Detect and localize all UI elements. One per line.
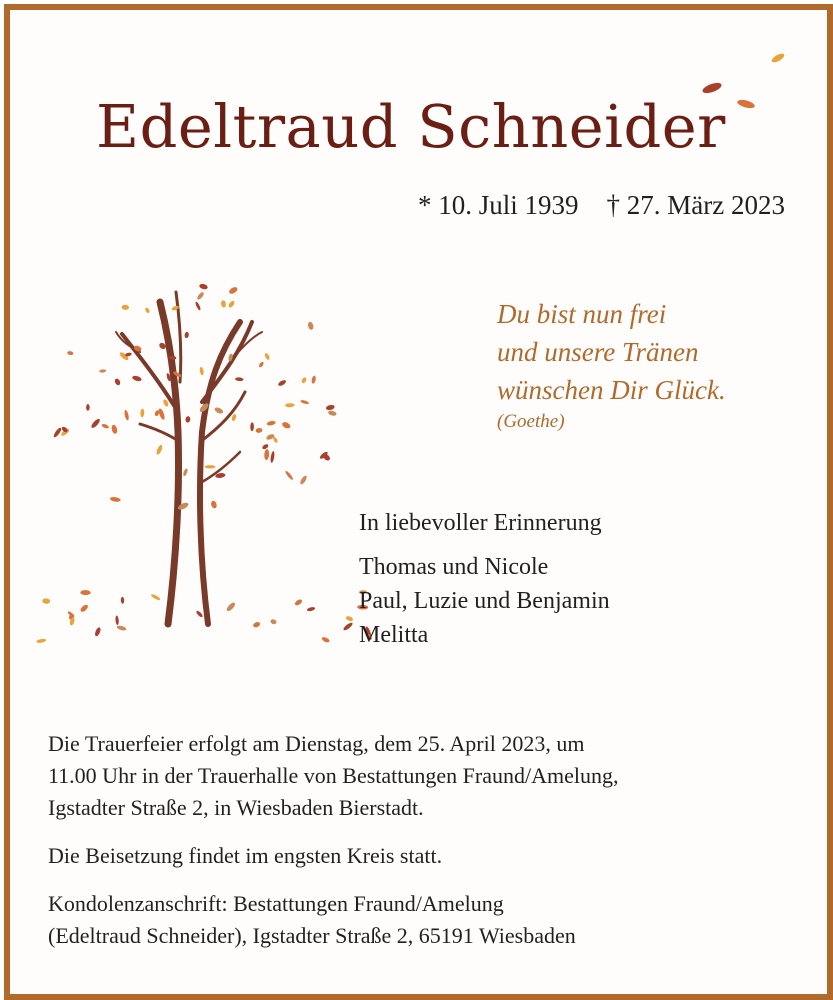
text-line: (Edeltraud Schneider), Igstadter Straße 2, 65191 Wiesbaden (48, 923, 576, 948)
leaf-icon (184, 332, 189, 339)
leaf-icon (155, 444, 163, 455)
death-date: † 27. März 2023 (606, 190, 785, 220)
leaf-icon (235, 377, 244, 381)
goethe-quote (497, 295, 726, 435)
leaf-icon (210, 500, 217, 509)
leaf-icon (306, 606, 315, 612)
leaf-icon (196, 291, 205, 301)
leaf-icon (99, 369, 106, 373)
leaf-icon (307, 321, 314, 330)
quote-line: und unsere Tränen (497, 337, 699, 367)
leaf-icon (124, 410, 130, 421)
leaf-icon (36, 638, 46, 643)
leaf-icon (301, 377, 307, 384)
text-line: Die Beisetzung findet im engsten Kreis statt. (48, 843, 443, 868)
burial-paragraph (48, 840, 788, 872)
leaf-icon (261, 443, 269, 450)
leaf-icon (277, 379, 287, 387)
leaf-icon (264, 352, 271, 360)
mourner-name: Paul, Luzie und Benjamin (359, 588, 610, 614)
leaf-icon (185, 416, 191, 423)
leaf-icon (80, 590, 90, 595)
leaf-icon (67, 351, 74, 356)
leaf-icon (199, 283, 209, 290)
leaf-icon (111, 424, 118, 434)
leaf-icon (299, 475, 308, 486)
leaf-icon (321, 636, 330, 643)
quote-line: wünschen Dir Glück. (497, 375, 726, 405)
leaf-icon (264, 449, 270, 460)
birth-date: * 10. Juli 1939 (418, 190, 579, 220)
leaf-icon (158, 408, 166, 421)
leaf-icon (231, 414, 237, 422)
leaf-icon (266, 420, 276, 426)
leaf-icon (325, 404, 335, 411)
leaf-icon (121, 597, 125, 604)
leaf-icon (121, 305, 129, 311)
leaf-icon (300, 399, 309, 404)
condolence-paragraph (48, 888, 788, 952)
mourner-name: Melitta (359, 622, 429, 648)
leaf-icon (221, 300, 227, 308)
text-line: Kondolenzanschrift: Bestattungen Fraund/Amelung (48, 891, 504, 916)
leaf-icon (225, 601, 236, 612)
leaf-icon (101, 423, 109, 429)
leaf-icon (294, 598, 303, 606)
leaf-icon (144, 307, 150, 314)
leaf-icon (195, 301, 202, 311)
leaf-icon (86, 404, 90, 411)
funeral-details (48, 728, 788, 968)
leaf-icon (270, 618, 277, 625)
leaf-icon (110, 496, 121, 502)
leaf-icon (140, 409, 144, 418)
leaf-icon (132, 375, 142, 382)
leaf-icon (328, 410, 337, 417)
leaf-icon (255, 428, 262, 434)
leaf-icon (53, 427, 63, 439)
text-line: Die Trauerfeier erfolgt am Dienstag, dem 25. April 2023, um (48, 731, 585, 756)
leaf-icon (42, 598, 50, 604)
leaf-icon (258, 361, 264, 368)
leaf-icon (94, 627, 102, 637)
leaf-icon (199, 367, 204, 376)
leaf-icon (281, 421, 291, 430)
leaf-icon (115, 615, 119, 625)
leaf-icon (214, 406, 224, 415)
quote-author: (Goethe) (497, 411, 565, 432)
leaf-icon (116, 625, 127, 632)
leaf-icon (182, 468, 188, 477)
leaf-icon (252, 621, 261, 628)
remembrance-heading: In liebevoller Erinnerung (359, 510, 602, 536)
leaf-icon (79, 604, 89, 614)
leaf-icon (90, 418, 101, 429)
quote-line: Du bist nun frei (497, 299, 667, 329)
text-line: 11.00 Uhr in der Trauerhalle von Bestattungen Fraund/Amelung, (48, 763, 619, 788)
leaf-icon (114, 378, 121, 386)
life-dates (418, 190, 785, 221)
leaf-icon (205, 465, 216, 468)
leaf-icon (342, 621, 353, 631)
leaf-icon (345, 615, 353, 622)
leaf-icon (284, 470, 293, 481)
leaf-icon (195, 610, 203, 618)
text-line: Igstadter Straße 2, in Wiesbaden Bierstadt. (48, 795, 424, 820)
leaf-icon (227, 300, 235, 309)
ceremony-paragraph (48, 728, 788, 824)
leaf-icon (250, 422, 254, 431)
leaf-icon (311, 375, 316, 384)
remembrance-block (359, 506, 610, 652)
leaf-icon (150, 593, 161, 601)
deceased-name: Edeltraud Schneider (96, 92, 726, 161)
leaf-icon (228, 286, 239, 295)
leaf-icon (270, 451, 275, 463)
leaf-icon (285, 403, 295, 407)
mourner-name: Thomas und Nicole (359, 554, 549, 580)
